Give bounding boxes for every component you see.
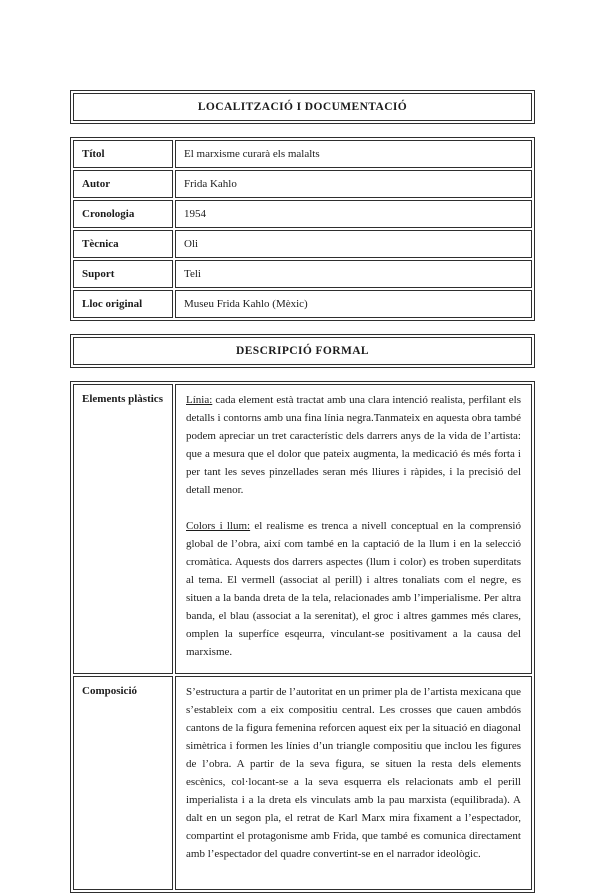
meta-table-row <box>73 170 532 198</box>
meta-table-row <box>73 200 532 228</box>
description-row-content <box>175 384 532 674</box>
meta-table-row <box>73 260 532 288</box>
meta-row-value: Teli <box>175 260 532 288</box>
description-table-row <box>73 676 532 890</box>
meta-row-value: Oli <box>175 230 532 258</box>
section-header-localitzacio <box>70 90 535 124</box>
section-title-localitzacio: LOCALITZACIÓ I DOCUMENTACIÓ <box>73 93 532 121</box>
paragraph-lead: Línia: <box>186 394 213 406</box>
meta-row-label: Cronologia <box>73 200 173 228</box>
localitzacio-table <box>70 137 535 321</box>
meta-row-label: Títol <box>73 140 173 168</box>
description-paragraph: Línia: cada element està tractat amb una clara intenció realista, perfilant els detalls i contorns amb una fina línia negra.Tanmateix en aquesta obra també podem apreciar un tret característic dels darrers anys de la vida de l’artista: que a mesura que el dolor que pateix augmenta, la medicació és més forta i per tant les seves pinzellades seran més lliures i ràpides, i la precisió del detall menor. <box>186 394 521 496</box>
meta-table-row <box>73 230 532 258</box>
descripcio-table-body <box>73 384 532 890</box>
section-title-descripcio: DESCRIPCIÓ FORMAL <box>73 337 532 365</box>
description-row-label: Elements plàstics <box>73 384 173 674</box>
meta-row-value: Museu Frida Kahlo (Mèxic) <box>175 290 532 318</box>
description-row-content <box>175 676 532 890</box>
section-header-descripcio <box>70 334 535 368</box>
document-page <box>70 0 535 893</box>
description-row-label: Composició <box>73 676 173 890</box>
meta-row-label: Suport <box>73 260 173 288</box>
description-table-row <box>73 384 532 674</box>
meta-row-value: El marxisme curarà els malalts <box>175 140 532 168</box>
description-paragraph: Colors i llum: el realisme es trenca a nivell conceptual en la comprensió global de l’obra, així com també en la captació de la llum i en la selecció cromàtica. Aquests dos darrers aspectes (llum i color) es troben superditats al tema. El vermell (associat al perill) i altres tonaliats com el negre, es situen a la banda dreta de la tela, relacionades amb l’imperialisme. Per altra banda, el blau (associat a la serenitat), el groc i altres gammes més clares, omplen la superfíce esqeurra, vinculant-se positivament a la causa del marxisme. <box>186 520 521 658</box>
localitzacio-table-body <box>73 140 532 318</box>
meta-row-label: Autor <box>73 170 173 198</box>
descripcio-table <box>70 381 535 893</box>
meta-row-value: Frida Kahlo <box>175 170 532 198</box>
meta-table-row <box>73 140 532 168</box>
description-paragraph: S’estructura a partir de l’autoritat en un primer pla de l’artista mexicana que s’estableix com a eix compositiu central. Les crosses que cauen ambdós cantons de la figura femenina reforcen aquest eix per la situació en diagonal simètrica i formen les línies d’un triangle compositiu que inclou les figures de l’obra. A partir de la seva figura, se situen la resta dels elements escènics, col·locant-se a la seva esquerra els relacionats amb el perill imperialista i a la dreta els vinculats amb la pau marxista (equilibrada). A dalt en un segon pla, el retrat de Karl Marx mira fixament a l’espectador, compartint el protagonisme amb Frida, que també es comunica directament amb l’espectador del quadre convertint-se en el narrador ideològic. <box>186 686 521 860</box>
meta-table-row <box>73 290 532 318</box>
paragraph-lead: Colors i llum: <box>186 520 251 532</box>
meta-row-value: 1954 <box>175 200 532 228</box>
meta-row-label: Tècnica <box>73 230 173 258</box>
meta-row-label: Lloc original <box>73 290 173 318</box>
